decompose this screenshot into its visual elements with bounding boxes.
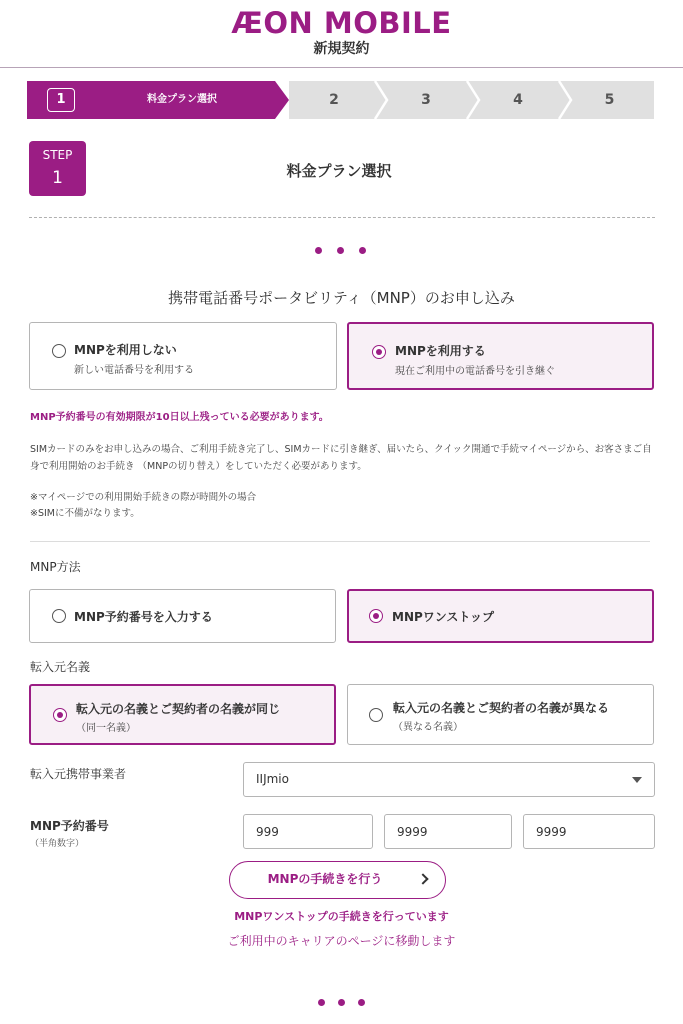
same-name-option[interactable] (29, 684, 336, 745)
mnp-note-2: ※SIMに不備がなります。 (30, 508, 140, 519)
carrier-select[interactable] (243, 762, 655, 797)
reservation-number-hint: （半角数字） (30, 839, 85, 849)
step-4-number: 4 (513, 92, 523, 108)
step-badge-word: STEP (42, 148, 73, 162)
different-name-option[interactable] (347, 684, 654, 745)
page-subtitle: 新規契約 (313, 41, 370, 57)
same-name-radio[interactable] (53, 708, 67, 722)
different-name-sub: （異なる名義） (393, 722, 463, 733)
mnp-onestop-option[interactable] (347, 589, 654, 643)
reservation-number-part2-input[interactable] (384, 814, 512, 849)
mnp-onestop-label: MNPワンストップ (392, 610, 495, 624)
plan-selection-title: 料金プラン選択 (286, 162, 392, 180)
mnp-expiry-notice: MNP予約番号の有効期限が10日以上残っている必要があります。 (30, 412, 329, 423)
mnp-procedure-button[interactable] (229, 861, 446, 899)
step-badge (29, 141, 86, 196)
mnp-not-use-sub: 新しい電話番号を利用する (74, 365, 194, 376)
mnp-method-label: MNP方法 (30, 560, 81, 574)
step-1-number: 1 (47, 88, 75, 112)
mnp-input-number-option[interactable] (29, 589, 336, 643)
same-name-sub: （同一名義） (76, 723, 136, 734)
mnp-section-title: 携帯電話番号ポータビリティ（MNP）のお申し込み (168, 289, 515, 307)
mnp-procedure-button-label: MNPの手続きを行う (267, 872, 383, 886)
dashed-divider (29, 217, 655, 218)
same-name-label: 転入元の名義とご契約者の名義が同じ (76, 702, 281, 716)
mnp-not-use-label: MNPを利用しない (74, 343, 177, 357)
mnp-not-use-option[interactable] (29, 322, 337, 390)
carrier-select-value: IIJmio (256, 772, 289, 786)
mnp-instructions: SIMカードのみをお申し込みの場合、ご利用手続き完了し、SIMカードに引き継ぎ、届いたら、クイック開通で手続マイページから、お客さまご自身で利用開始のお手続き （MNPの切り替え）をしていただく必要があります。 (30, 444, 652, 472)
aeon-mobile-logo[interactable]: ÆON MOBILE (231, 6, 452, 40)
step-badge-number: 1 (52, 168, 63, 188)
step-2-number: 2 (329, 92, 339, 108)
step-1-label: 料金プラン選択 (147, 94, 217, 105)
section-divider (30, 541, 650, 542)
step-3-number: 3 (421, 92, 431, 108)
reservation-number-label: MNP予約番号 (30, 819, 109, 833)
mnp-use-label: MNPを利用する (395, 344, 486, 358)
mnp-use-sub: 現在ご利用中の電話番号を引き継ぐ (395, 366, 555, 377)
ellipsis-dots-icon (312, 999, 372, 1007)
mnp-use-radio[interactable] (372, 345, 386, 359)
reservation-number-part1-input[interactable] (243, 814, 373, 849)
mnp-not-use-radio[interactable] (52, 344, 66, 358)
mnp-note-1: ※マイページでの利用開始手続きの際が時間外の場合 (30, 492, 257, 503)
mnp-use-option[interactable] (347, 322, 654, 390)
mnp-onestop-status: MNPワンストップの手続きを行っています (234, 910, 449, 923)
different-name-label: 転入元の名義とご契約者の名義が異なる (393, 701, 610, 715)
ellipsis-dots-icon (312, 247, 372, 255)
header (0, 0, 683, 68)
carrier-page-move-note: ご利用中のキャリアのページに移動します (227, 934, 456, 948)
step-1-active (27, 81, 289, 119)
transfer-name-label: 転入元名義 (30, 660, 91, 674)
dropdown-arrow-icon (632, 777, 642, 783)
step-5-number: 5 (604, 92, 615, 108)
mnp-input-number-label: MNP予約番号を入力する (74, 610, 213, 624)
carrier-label: 転入元携帯事業者 (30, 767, 127, 781)
reservation-number-part3-input[interactable] (523, 814, 655, 849)
different-name-radio[interactable] (369, 708, 383, 722)
mnp-input-number-radio[interactable] (52, 609, 66, 623)
step-progress-bar (27, 81, 654, 119)
mnp-onestop-radio[interactable] (369, 609, 383, 623)
